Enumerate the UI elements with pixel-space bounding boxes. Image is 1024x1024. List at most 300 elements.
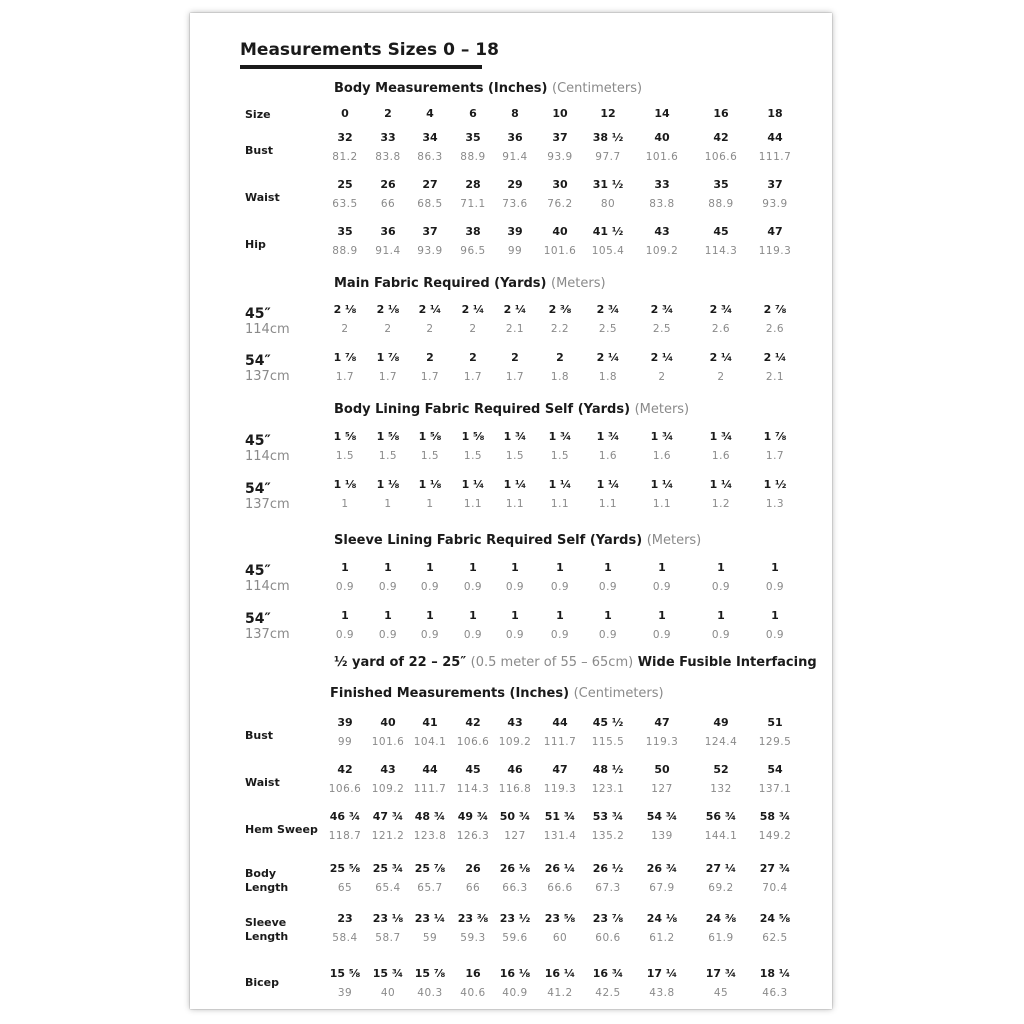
inches-value: 54 <box>767 763 783 776</box>
width-inches: 45″ <box>245 433 271 449</box>
centimeters-value: 73.6 <box>502 198 528 210</box>
meters-value: 1.8 <box>598 371 618 383</box>
meters-value: 0.9 <box>765 629 785 641</box>
inches-value: 26 ½ <box>592 862 624 875</box>
centimeters-value: 66.3 <box>502 882 528 894</box>
measurement-cell <box>632 177 692 212</box>
meters-value: 1.5 <box>505 450 525 462</box>
size-value: 6 <box>469 107 477 120</box>
centimeters-value: 99 <box>507 245 523 257</box>
centimeters-value: 83.8 <box>375 151 401 163</box>
size-value: 4 <box>426 107 434 120</box>
centimeters-value: 93.9 <box>547 151 573 163</box>
heading-metric: (Meters) <box>634 402 690 417</box>
inches-value: 38 ½ <box>592 131 624 144</box>
centimeters-value: 124.4 <box>704 736 738 748</box>
measurement-cell <box>578 911 638 946</box>
label-line: Length <box>245 881 289 894</box>
measurement-cell <box>745 130 805 165</box>
yards-value: 1 ⅝ <box>333 430 357 443</box>
yards-value: 1 <box>469 609 477 622</box>
centimeters-value: 149.2 <box>758 830 792 842</box>
inches-value: 44 <box>422 763 438 776</box>
yards-value: 1 <box>658 561 666 574</box>
centimeters-value: 81.2 <box>332 151 358 163</box>
heading-text: Body Measurements (Inches) <box>334 81 548 96</box>
centimeters-value: 118.7 <box>328 830 362 842</box>
centimeters-value: 59.3 <box>460 932 486 944</box>
centimeters-value: 127 <box>504 830 526 842</box>
meters-value: 1 <box>341 498 349 510</box>
sleeve-lining-45-label <box>245 563 290 595</box>
centimeters-value: 109.2 <box>371 783 405 795</box>
meters-value: 0.9 <box>463 581 483 593</box>
inches-value: 53 ¾ <box>592 810 624 823</box>
inches-value: 37 <box>552 131 568 144</box>
yards-value: 2 <box>556 351 564 364</box>
yards-value: 2 <box>426 351 434 364</box>
measurement-cell <box>691 429 751 464</box>
meters-value: 1.5 <box>335 450 355 462</box>
centimeters-value: 76.2 <box>547 198 573 210</box>
inches-value: 42 <box>465 716 481 729</box>
measurement-cell <box>578 350 638 385</box>
centimeters-value: 61.9 <box>708 932 734 944</box>
centimeters-value: 111.7 <box>758 151 792 163</box>
measurement-cell <box>578 861 638 896</box>
meters-value: 1.7 <box>505 371 525 383</box>
inches-value: 33 <box>654 178 670 191</box>
finished-body-length-label <box>245 867 288 895</box>
measurement-cell <box>578 429 638 464</box>
meters-value: 0.9 <box>378 629 398 641</box>
measurement-cell <box>691 130 751 165</box>
meters-value: 2.1 <box>765 371 785 383</box>
measurement-cell <box>745 224 805 259</box>
meters-value: 2.6 <box>765 323 785 335</box>
finished-bicep-label: Bicep <box>245 976 280 989</box>
inches-value: 39 <box>507 225 523 238</box>
centimeters-value: 58.4 <box>332 932 358 944</box>
inches-value: 44 <box>767 131 783 144</box>
measurement-cell <box>691 477 751 512</box>
measurement-cell <box>691 762 751 797</box>
measurement-cell <box>745 911 805 946</box>
measurement-cell <box>632 350 692 385</box>
measurement-cell <box>691 608 751 643</box>
measurement-cell <box>691 560 751 595</box>
measurement-cell <box>578 560 638 595</box>
interfacing-metric: (0.5 meter of 55 – 65cm) <box>470 655 634 670</box>
inches-value: 34 <box>422 131 438 144</box>
measurement-cell <box>578 762 638 797</box>
centimeters-value: 65.7 <box>417 882 443 894</box>
yards-value: 1 ⅛ <box>418 478 442 491</box>
centimeters-value: 42.5 <box>595 987 621 999</box>
centimeters-value: 137.1 <box>758 783 792 795</box>
interfacing-part1: ½ yard of 22 – 25″ <box>334 655 467 670</box>
meters-value: 0.9 <box>378 581 398 593</box>
meters-value: 2 <box>341 323 349 335</box>
meters-value: 2.6 <box>711 323 731 335</box>
meters-value: 1.2 <box>711 498 731 510</box>
measurement-cell <box>632 429 692 464</box>
inches-value: 31 ½ <box>592 178 624 191</box>
yards-value: 1 ¾ <box>709 430 733 443</box>
inches-value: 44 <box>552 716 568 729</box>
centimeters-value: 123.1 <box>591 783 625 795</box>
inches-value: 43 <box>654 225 670 238</box>
measurement-cell <box>632 477 692 512</box>
meters-value: 0.9 <box>711 581 731 593</box>
meters-value: 0.9 <box>711 629 731 641</box>
meters-value: 2 <box>658 371 666 383</box>
meters-value: 2.1 <box>505 323 525 335</box>
centimeters-value: 59 <box>422 932 438 944</box>
centimeters-value: 63.5 <box>332 198 358 210</box>
centimeters-value: 39 <box>337 987 353 999</box>
yards-value: 2 ¼ <box>709 351 733 364</box>
inches-value: 45 ½ <box>592 716 624 729</box>
yards-value: 1 ⅝ <box>376 430 400 443</box>
meters-value: 2 <box>717 371 725 383</box>
centimeters-value: 109.2 <box>645 245 679 257</box>
inches-value: 52 <box>713 763 729 776</box>
body-lining-45-label <box>245 433 290 465</box>
inches-value: 45 <box>465 763 481 776</box>
inches-value: 35 <box>337 225 353 238</box>
width-inches: 54″ <box>245 611 271 627</box>
yards-value: 1 ⅞ <box>376 351 400 364</box>
centimeters-value: 106.6 <box>704 151 738 163</box>
measurement-cell <box>578 809 638 844</box>
meters-value: 1.5 <box>550 450 570 462</box>
centimeters-value: 123.8 <box>413 830 447 842</box>
inches-value: 38 <box>465 225 481 238</box>
meters-value: 1.1 <box>550 498 570 510</box>
width-cm: 114cm <box>245 449 290 464</box>
inches-value: 46 ¾ <box>329 810 361 823</box>
centimeters-value: 40.9 <box>502 987 528 999</box>
meters-value: 1.6 <box>652 450 672 462</box>
meters-value: 1.1 <box>652 498 672 510</box>
inches-value: 26 ¾ <box>646 862 678 875</box>
yards-value: 1 ⅝ <box>418 430 442 443</box>
inches-value: 58 ¾ <box>759 810 791 823</box>
yards-value: 2 ⅛ <box>333 303 357 316</box>
interfacing-note <box>334 655 817 670</box>
yards-value: 1 <box>604 561 612 574</box>
centimeters-value: 139 <box>651 830 673 842</box>
yards-value: 1 ¼ <box>461 478 485 491</box>
body-bust-label: Bust <box>245 144 274 157</box>
inches-value: 23 <box>337 912 353 925</box>
yards-value: 1 <box>556 609 564 622</box>
heading-metric: (Centimeters) <box>573 686 664 701</box>
meters-value: 1.6 <box>711 450 731 462</box>
measurement-cell <box>578 177 638 212</box>
inches-value: 23 ¼ <box>414 912 446 925</box>
size-value: 8 <box>511 107 519 120</box>
measurement-cell <box>691 302 751 337</box>
finished-bust-label: Bust <box>245 729 274 742</box>
inches-value: 35 <box>713 178 729 191</box>
inches-value: 17 ¾ <box>705 967 737 980</box>
yards-value: 2 ¼ <box>503 303 527 316</box>
inches-value: 47 <box>654 716 670 729</box>
yards-value: 2 ¾ <box>650 303 674 316</box>
yards-value: 1 ⅝ <box>461 430 485 443</box>
size-value: 18 <box>767 107 783 120</box>
centimeters-value: 59.6 <box>502 932 528 944</box>
yards-value: 1 ¼ <box>596 478 620 491</box>
width-inches: 45″ <box>245 306 271 322</box>
inches-value: 24 ⅛ <box>646 912 678 925</box>
meters-value: 1.7 <box>378 371 398 383</box>
centimeters-value: 43.8 <box>649 987 675 999</box>
heading-metric: (Centimeters) <box>552 81 643 96</box>
yards-value: 2 ¾ <box>596 303 620 316</box>
meters-value: 2 <box>469 323 477 335</box>
measurement-cell <box>745 809 805 844</box>
meters-value: 1.7 <box>463 371 483 383</box>
centimeters-value: 104.1 <box>413 736 447 748</box>
size-value: 0 <box>341 107 349 120</box>
yards-value: 1 <box>771 609 779 622</box>
yards-value: 1 <box>469 561 477 574</box>
centimeters-value: 45 <box>713 987 729 999</box>
meters-value: 1.7 <box>765 450 785 462</box>
size-value: 2 <box>384 107 392 120</box>
meters-value: 0.9 <box>550 629 570 641</box>
centimeters-value: 114.3 <box>456 783 490 795</box>
centimeters-value: 116.8 <box>498 783 532 795</box>
centimeters-value: 91.4 <box>502 151 528 163</box>
measurement-cell <box>691 224 751 259</box>
interfacing-part2: Wide Fusible Interfacing <box>637 655 817 670</box>
heading-text: Body Lining Fabric Required Self (Yards) <box>334 402 631 417</box>
measurement-cell <box>691 911 751 946</box>
centimeters-value: 60 <box>552 932 568 944</box>
centimeters-value: 127 <box>651 783 673 795</box>
measurement-cell <box>691 809 751 844</box>
inches-value: 49 ¾ <box>457 810 489 823</box>
inches-value: 35 <box>465 131 481 144</box>
body-measurements-heading <box>334 81 642 96</box>
yards-value: 1 ¾ <box>503 430 527 443</box>
centimeters-value: 144.1 <box>704 830 738 842</box>
heading-text: Main Fabric Required (Yards) <box>334 276 547 291</box>
measurement-cell <box>578 477 638 512</box>
meters-value: 2 <box>426 323 434 335</box>
measurement-cell <box>691 350 751 385</box>
measurement-cell <box>745 715 805 750</box>
centimeters-value: 131.4 <box>543 830 577 842</box>
inches-value: 47 ¾ <box>372 810 404 823</box>
page-title: Measurements Sizes 0 – 18 <box>240 40 499 60</box>
meters-value: 1.8 <box>550 371 570 383</box>
meters-value: 1.5 <box>420 450 440 462</box>
meters-value: 1.5 <box>378 450 398 462</box>
measurement-cell <box>632 560 692 595</box>
inches-value: 49 <box>713 716 729 729</box>
inches-value: 26 ¼ <box>544 862 576 875</box>
measurement-cell <box>745 350 805 385</box>
centimeters-value: 109.2 <box>498 736 532 748</box>
inches-value: 25 ⅞ <box>414 862 446 875</box>
centimeters-value: 80 <box>600 198 616 210</box>
inches-value: 26 ⅛ <box>499 862 531 875</box>
meters-value: 2.5 <box>598 323 618 335</box>
centimeters-value: 66.6 <box>547 882 573 894</box>
yards-value: 2 ¾ <box>709 303 733 316</box>
width-inches: 45″ <box>245 563 271 579</box>
finished-waist-label: Waist <box>245 776 280 789</box>
centimeters-value: 119.3 <box>543 783 577 795</box>
centimeters-value: 67.3 <box>595 882 621 894</box>
inches-value: 23 ⅝ <box>544 912 576 925</box>
centimeters-value: 40.3 <box>417 987 443 999</box>
measurement-cell <box>578 715 638 750</box>
heading-text: Finished Measurements (Inches) <box>330 686 570 701</box>
meters-value: 0.9 <box>598 581 618 593</box>
yards-value: 2 ¼ <box>650 351 674 364</box>
yards-value: 1 <box>426 609 434 622</box>
measurement-cell <box>691 966 751 1001</box>
centimeters-value: 96.5 <box>460 245 486 257</box>
centimeters-value: 106.6 <box>328 783 362 795</box>
body-lining-54-label <box>245 481 290 513</box>
yards-value: 2 ⅜ <box>548 303 572 316</box>
yards-value: 1 ⅛ <box>376 478 400 491</box>
inches-value: 16 ¼ <box>544 967 576 980</box>
centimeters-value: 111.7 <box>413 783 447 795</box>
yards-value: 1 <box>426 561 434 574</box>
width-inches: 54″ <box>245 481 271 497</box>
meters-value: 1.1 <box>463 498 483 510</box>
inches-value: 50 ¾ <box>499 810 531 823</box>
inches-value: 15 ⅝ <box>329 967 361 980</box>
width-cm: 114cm <box>245 579 290 594</box>
inches-value: 47 <box>552 763 568 776</box>
inches-value: 39 <box>337 716 353 729</box>
width-cm: 137cm <box>245 627 290 642</box>
measurement-cell <box>745 861 805 896</box>
inches-value: 29 <box>507 178 523 191</box>
inches-value: 41 <box>422 716 438 729</box>
yards-value: 1 ¾ <box>650 430 674 443</box>
yards-value: 2 ⅞ <box>763 303 787 316</box>
inches-value: 17 ¼ <box>646 967 678 980</box>
centimeters-value: 68.5 <box>417 198 443 210</box>
yards-value: 1 ⅛ <box>333 478 357 491</box>
centimeters-value: 135.2 <box>591 830 625 842</box>
centimeters-value: 105.4 <box>591 245 625 257</box>
inches-value: 41 ½ <box>592 225 624 238</box>
measurement-cell <box>745 302 805 337</box>
measurement-cell <box>745 429 805 464</box>
inches-value: 27 <box>422 178 438 191</box>
inches-value: 27 ¼ <box>705 862 737 875</box>
meters-value: 0.9 <box>652 629 672 641</box>
inches-value: 54 ¾ <box>646 810 678 823</box>
meters-value: 0.9 <box>765 581 785 593</box>
yards-value: 1 ¼ <box>709 478 733 491</box>
inches-value: 25 ¾ <box>372 862 404 875</box>
meters-value: 1 <box>384 498 392 510</box>
centimeters-value: 121.2 <box>371 830 405 842</box>
label-line: Sleeve <box>245 916 287 929</box>
meters-value: 0.9 <box>463 629 483 641</box>
yards-value: 1 <box>384 561 392 574</box>
meters-value: 1.1 <box>505 498 525 510</box>
meters-value: 1.3 <box>765 498 785 510</box>
yards-value: 1 <box>556 561 564 574</box>
measurement-cell <box>632 302 692 337</box>
inches-value: 43 <box>507 716 523 729</box>
centimeters-value: 41.2 <box>547 987 573 999</box>
measurement-cell <box>632 762 692 797</box>
yards-value: 2 <box>511 351 519 364</box>
centimeters-value: 40.6 <box>460 987 486 999</box>
inches-value: 43 <box>380 763 396 776</box>
inches-value: 27 ¾ <box>759 862 791 875</box>
centimeters-value: 119.3 <box>758 245 792 257</box>
inches-value: 42 <box>713 131 729 144</box>
measurement-cell <box>632 130 692 165</box>
measurement-cell <box>578 302 638 337</box>
title-underline <box>240 65 482 69</box>
heading-metric: (Meters) <box>551 276 606 291</box>
centimeters-value: 101.6 <box>371 736 405 748</box>
inches-value: 40 <box>654 131 670 144</box>
measurement-cell <box>745 608 805 643</box>
yards-value: 1 <box>658 609 666 622</box>
meters-value: 2.2 <box>550 323 570 335</box>
heading-text: Sleeve Lining Fabric Required Self (Yards) <box>334 533 643 548</box>
centimeters-value: 66 <box>380 198 396 210</box>
centimeters-value: 65 <box>337 882 353 894</box>
yards-value: 1 ¼ <box>503 478 527 491</box>
finished-sleeve-length-label <box>245 916 288 944</box>
centimeters-value: 129.5 <box>758 736 792 748</box>
inches-value: 56 ¾ <box>705 810 737 823</box>
measurement-cell <box>578 130 638 165</box>
meters-value: 0.9 <box>598 629 618 641</box>
centimeters-value: 93.9 <box>762 198 788 210</box>
body-hip-label: Hip <box>245 238 266 251</box>
centimeters-value: 132 <box>710 783 732 795</box>
measurement-cell <box>578 224 638 259</box>
inches-value: 42 <box>337 763 353 776</box>
centimeters-value: 114.3 <box>704 245 738 257</box>
centimeters-value: 66 <box>465 882 481 894</box>
meters-value: 1.5 <box>463 450 483 462</box>
inches-value: 28 <box>465 178 481 191</box>
body-waist-label: Waist <box>245 191 280 204</box>
inches-value: 16 ¾ <box>592 967 624 980</box>
inches-value: 46 <box>507 763 523 776</box>
measurement-cell <box>745 477 805 512</box>
measurement-cell <box>632 911 692 946</box>
width-cm: 114cm <box>245 322 290 337</box>
meters-value: 0.9 <box>505 581 525 593</box>
centimeters-value: 69.2 <box>708 882 734 894</box>
meters-value: 0.9 <box>335 629 355 641</box>
measurement-cell <box>632 809 692 844</box>
yards-value: 1 <box>717 609 725 622</box>
yards-value: 2 ¼ <box>461 303 485 316</box>
